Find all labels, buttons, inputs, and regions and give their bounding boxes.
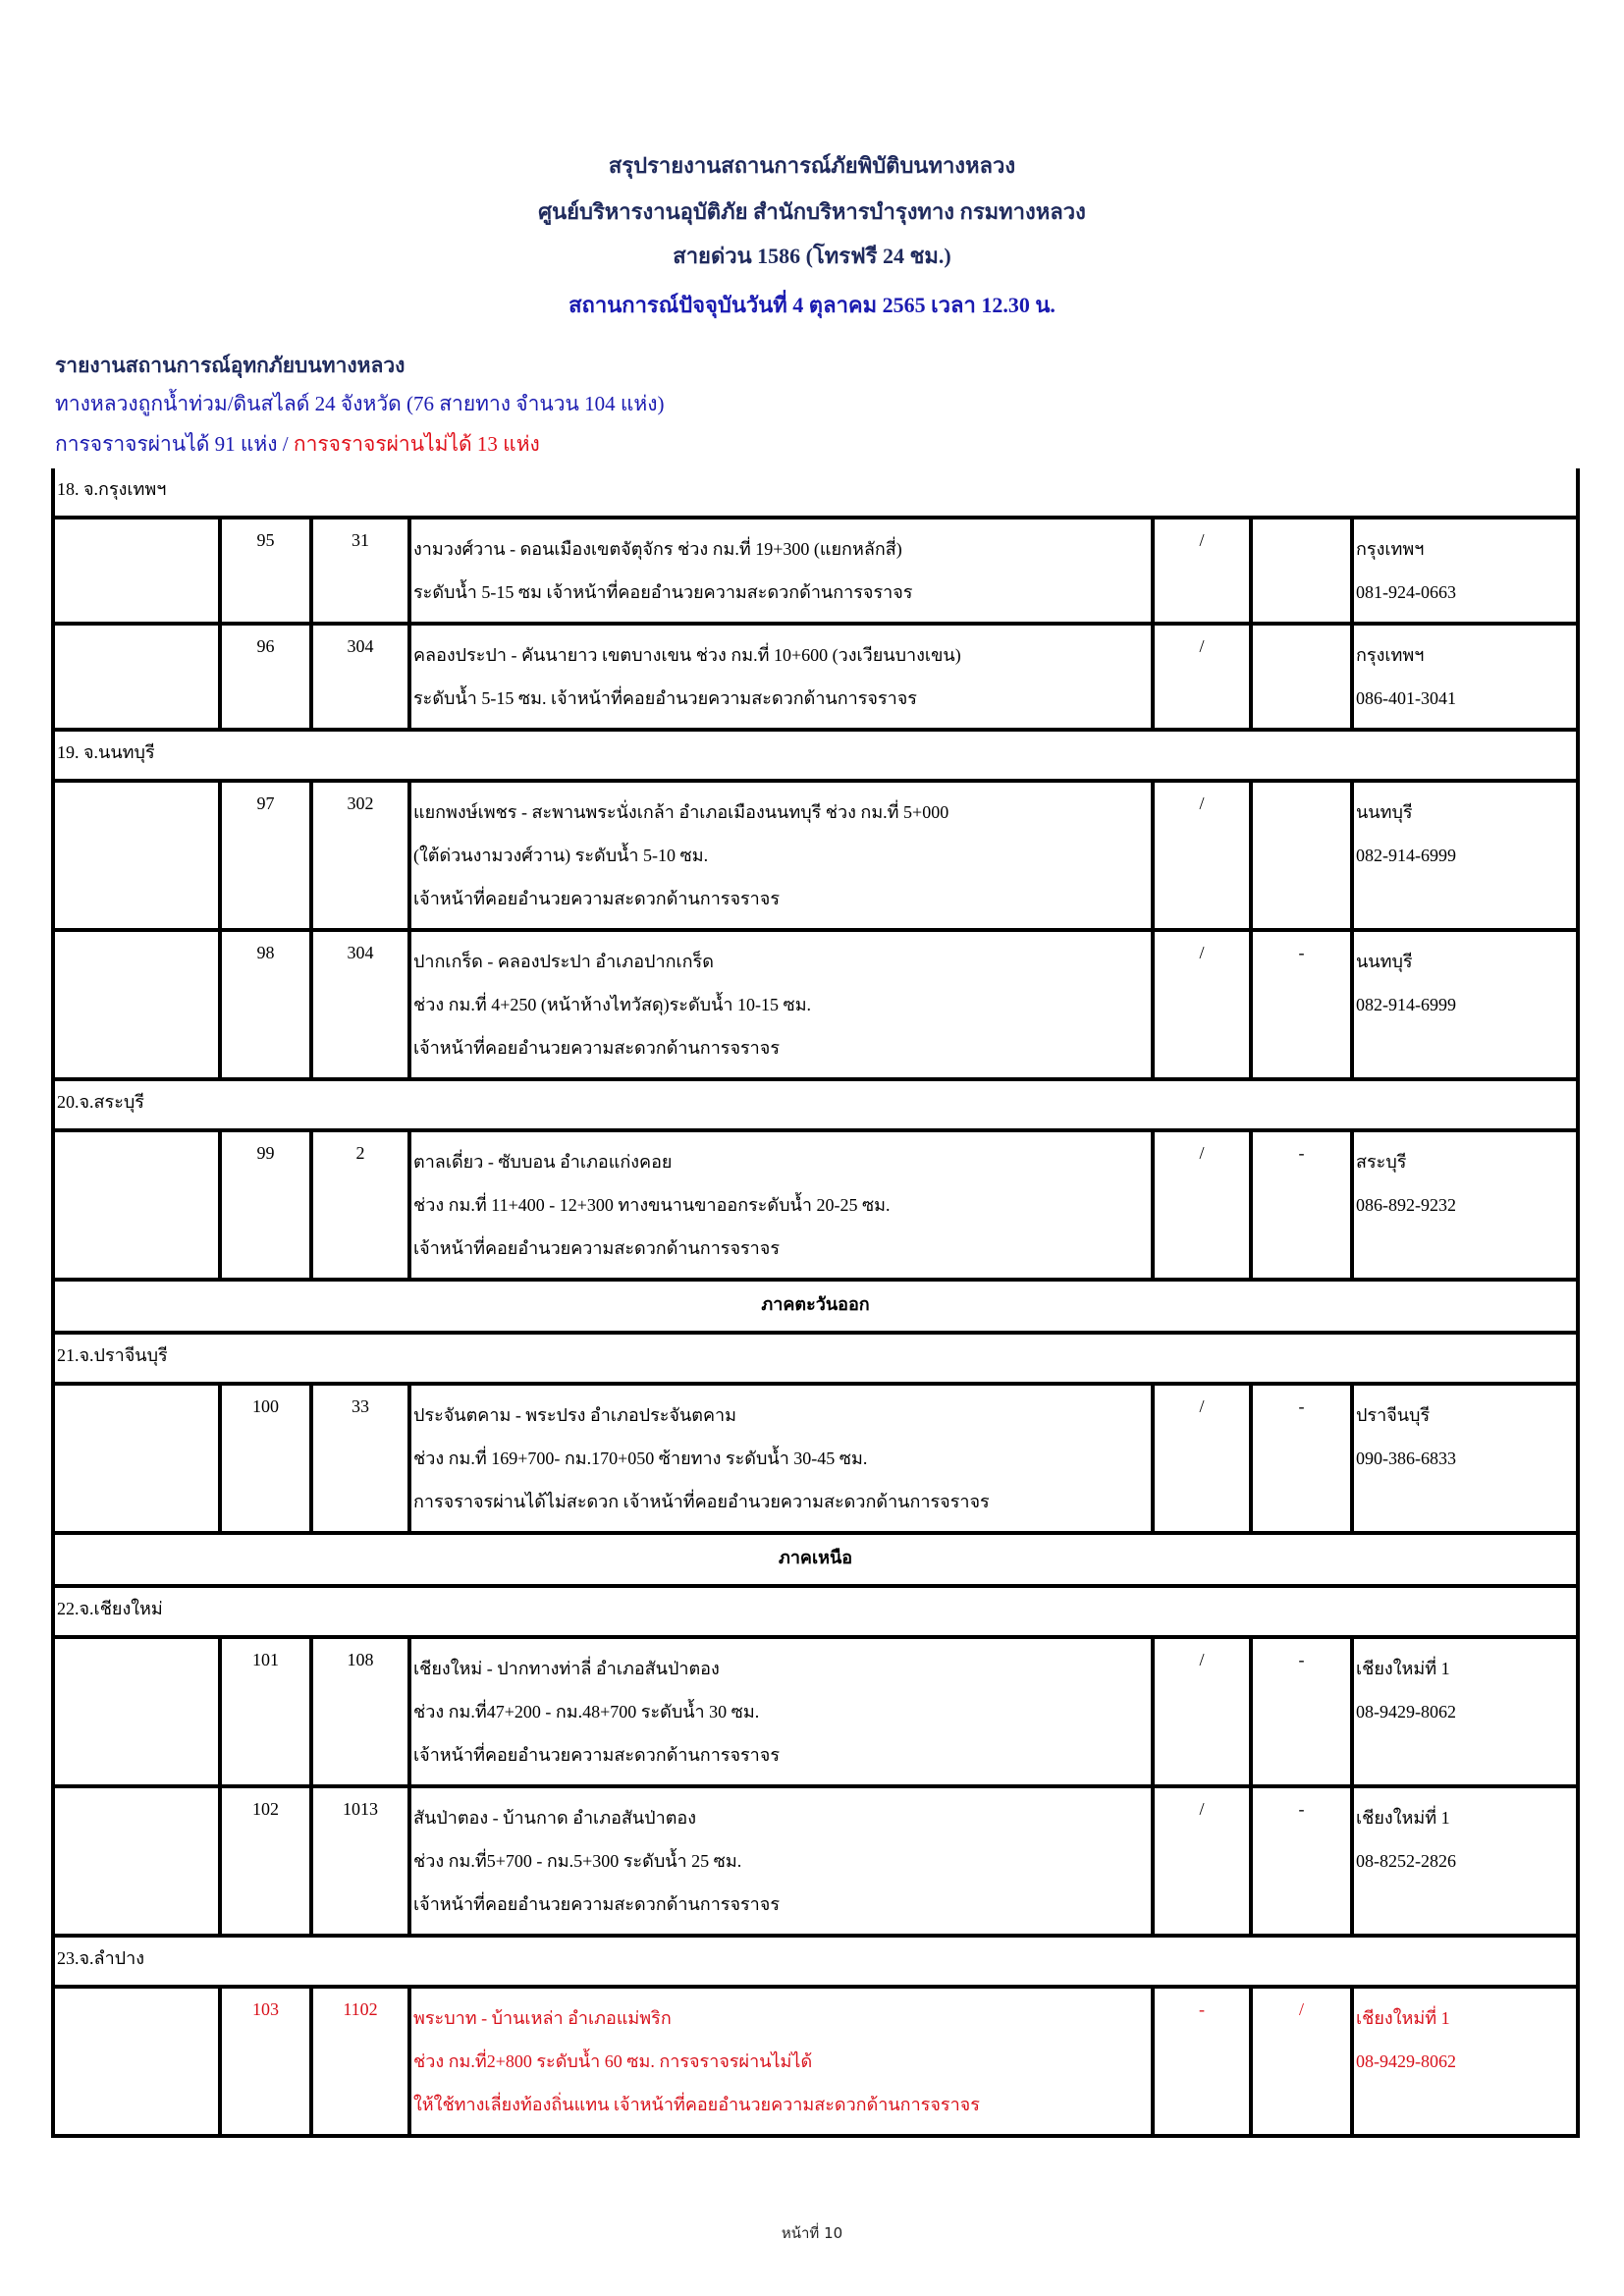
location-description	[409, 781, 1153, 930]
passable-mark-value: /	[1199, 943, 1205, 962]
location-description-line: ช่วง กม.ที่47+200 - กม.48+700 ระดับน้ำ 30 ซม.	[413, 1702, 760, 1722]
location-description-line: ระดับน้ำ 5-15 ซม. เจ้าหน้าที่คอยอำนวยความสะดวกด้านการจราจร	[413, 688, 917, 708]
impassable-mark	[1251, 1637, 1352, 1786]
location-description	[409, 1786, 1153, 1936]
item-number-value: 96	[256, 636, 275, 656]
route-number-value: 304	[347, 943, 374, 962]
location-description-line: เจ้าหน้าที่คอยอำนวยความสะดวกด้านการจราจร	[413, 1038, 781, 1058]
impassable-mark	[1251, 1130, 1352, 1280]
contact-info-line: 08-8252-2826	[1356, 1851, 1456, 1871]
passable-mark	[1153, 930, 1251, 1079]
passable-mark	[1153, 781, 1251, 930]
contact-info-line: สระบุรี	[1356, 1152, 1407, 1172]
item-number-value: 102	[252, 1799, 279, 1819]
province-label: 20.จ.สระบุรี	[53, 1079, 1578, 1130]
empty-cell	[53, 1130, 220, 1280]
traffic-summary	[55, 430, 540, 458]
route-number	[311, 1384, 409, 1533]
contact-info	[1352, 1637, 1578, 1786]
passable-mark-value: /	[1199, 530, 1205, 550]
empty-cell	[53, 1637, 220, 1786]
contact-info-line: นนทบุรี	[1356, 802, 1413, 822]
empty-cell	[53, 1786, 220, 1936]
contact-info	[1352, 1987, 1578, 2136]
location-description	[409, 1384, 1153, 1533]
province-row	[53, 730, 1578, 781]
impassable-mark	[1251, 1384, 1352, 1533]
impassable-mark	[1251, 518, 1352, 624]
passable-mark	[1153, 1384, 1251, 1533]
region-row	[53, 1280, 1578, 1333]
passable-mark-value: /	[1199, 1143, 1205, 1163]
situation-datetime: สถานการณ์ปัจจุบันวันที่ 4 ตุลาคม 2565 เวลา 12.30 น.	[568, 293, 1056, 317]
organization-name: ศูนย์บริหารงานอุบัติภัย สำนักบริหารบำรุงทาง กรมทางหลวง	[538, 199, 1086, 224]
impassable-mark-value	[1253, 793, 1350, 814]
route-number-value: 2	[355, 1143, 365, 1163]
table-row	[53, 781, 1578, 930]
route-number	[311, 1987, 409, 2136]
item-number	[220, 1637, 311, 1786]
flood-summary: ทางหลวงถูกน้ำท่วม/ดินสไลด์ 24 จังหวัด (76 สายทาง จำนวน 104 แห่ง)	[55, 392, 665, 415]
location-description	[409, 1637, 1153, 1786]
page-number: หน้าที่ 10	[781, 2224, 843, 2242]
contact-info	[1352, 1384, 1578, 1533]
table-row	[53, 1130, 1578, 1280]
item-number	[220, 781, 311, 930]
route-number	[311, 781, 409, 930]
item-number	[220, 1384, 311, 1533]
item-number-value: 99	[256, 1143, 275, 1163]
contact-info-line: 086-401-3041	[1356, 688, 1456, 708]
province-label: 18. จ.กรุงเทพฯ	[53, 468, 1578, 518]
contact-info-line: 08-9429-8062	[1356, 2051, 1456, 2071]
location-description-line: คลองประปา - คันนายาว เขตบางเขน ช่วง กม.ที่ 10+600 (วงเวียนบางเขน)	[413, 645, 961, 665]
province-label: 23.จ.ลำปาง	[53, 1936, 1578, 1987]
route-number-value: 1102	[343, 1999, 378, 2019]
contact-info-line: 086-892-9232	[1356, 1195, 1456, 1215]
location-description-line: ประจันตคาม - พระปรง อำเภอประจันตคาม	[413, 1405, 736, 1425]
passable-mark-value: /	[1199, 636, 1205, 656]
province-row	[53, 468, 1578, 518]
location-description	[409, 1130, 1153, 1280]
table-row	[53, 1384, 1578, 1533]
impassable-mark	[1251, 624, 1352, 730]
table-row	[53, 624, 1578, 730]
route-number-value: 302	[347, 793, 374, 813]
location-description-line: แยกพงษ์เพชร - สะพานพระนั่งเกล้า อำเภอเมืองนนทบุรี ช่วง กม.ที่ 5+000	[413, 802, 949, 822]
passable-mark	[1153, 1130, 1251, 1280]
location-description-line: เจ้าหน้าที่คอยอำนวยความสะดวกด้านการจราจร	[413, 1238, 781, 1258]
item-number-value: 101	[252, 1650, 279, 1669]
contact-info-line: 090-386-6833	[1356, 1449, 1456, 1468]
location-description-line: เจ้าหน้าที่คอยอำนวยความสะดวกด้านการจราจร	[413, 1894, 781, 1914]
location-description-line: พระบาท - บ้านเหล่า อำเภอแม่พริก	[413, 2008, 672, 2028]
passable-mark	[1153, 518, 1251, 624]
passable-count: การจราจรผ่านได้ 91 แห่ง /	[55, 432, 294, 456]
impassable-mark-value: -	[1298, 1143, 1305, 1163]
route-number	[311, 518, 409, 624]
location-description	[409, 1987, 1153, 2136]
province-label: 19. จ.นนทบุรี	[53, 730, 1578, 781]
item-number	[220, 1786, 311, 1936]
passable-mark	[1153, 1987, 1251, 2136]
passable-mark-value: /	[1199, 1799, 1205, 1819]
impassable-mark	[1251, 781, 1352, 930]
location-description-line: การจราจรผ่านได้ไม่สะดวก เจ้าหน้าที่คอยอำนวยความสะดวกด้านการจราจร	[413, 1492, 990, 1511]
location-description-line: ตาลเดี่ยว - ซับบอน อำเภอแก่งคอย	[413, 1152, 673, 1172]
contact-info-line: ปราจีนบุรี	[1356, 1405, 1431, 1425]
item-number	[220, 930, 311, 1079]
location-description-line: ช่วง กม.ที่5+700 - กม.5+300 ระดับน้ำ 25 ซม.	[413, 1851, 742, 1871]
impassable-mark	[1251, 930, 1352, 1079]
section-heading: รายงานสถานการณ์อุทกภัยบนทางหลวง	[55, 354, 406, 377]
table-row	[53, 1786, 1578, 1936]
passable-mark-value: /	[1199, 793, 1205, 813]
empty-cell	[53, 518, 220, 624]
route-number-value: 31	[352, 530, 369, 550]
item-number	[220, 1130, 311, 1280]
table-row	[53, 1987, 1578, 2136]
passable-mark	[1153, 1786, 1251, 1936]
route-number-value: 108	[347, 1650, 374, 1669]
route-number-value: 1013	[343, 1799, 378, 1819]
passable-mark	[1153, 1637, 1251, 1786]
contact-info-line: เชียงใหม่ที่ 1	[1356, 2008, 1450, 2028]
hotline: สายด่วน 1586 (โทรฟรี 24 ชม.)	[673, 244, 951, 268]
route-number	[311, 1786, 409, 1936]
contact-info-line: 081-924-0663	[1356, 582, 1456, 602]
item-number	[220, 1987, 311, 2136]
impassable-mark	[1251, 1786, 1352, 1936]
location-description-line: ช่วง กม.ที่ 11+400 - 12+300 ทางขนานขาออกระดับน้ำ 20-25 ซม.	[413, 1195, 891, 1215]
passable-mark-value: -	[1199, 1999, 1205, 2019]
passable-mark-value: /	[1199, 1650, 1205, 1669]
province-row	[53, 1079, 1578, 1130]
contact-info	[1352, 518, 1578, 624]
province-row	[53, 1936, 1578, 1987]
empty-cell	[53, 624, 220, 730]
impassable-mark-value: -	[1298, 1396, 1305, 1416]
table-row	[53, 1637, 1578, 1786]
contact-info-line: กรุงเทพฯ	[1356, 645, 1425, 665]
contact-info-line: นนทบุรี	[1356, 952, 1413, 971]
location-description-line: (ใต้ด่วนงามวงศ์วาน) ระดับน้ำ 5-10 ซม.	[413, 846, 709, 865]
impassable-mark	[1251, 1987, 1352, 2136]
location-description	[409, 624, 1153, 730]
impassable-mark-value: /	[1298, 1999, 1304, 2019]
province-row	[53, 1333, 1578, 1384]
location-description-line: ช่วง กม.ที่ 169+700- กม.170+050 ซ้ายทาง ระดับน้ำ 30-45 ซม.	[413, 1449, 868, 1468]
report-title: สรุปรายงานสถานการณ์ภัยพิบัติบนทางหลวง	[608, 153, 1016, 178]
passable-mark-value: /	[1199, 1396, 1205, 1416]
location-description-line: เจ้าหน้าที่คอยอำนวยความสะดวกด้านการจราจร	[413, 889, 781, 908]
contact-info-line: เชียงใหม่ที่ 1	[1356, 1808, 1450, 1828]
route-number	[311, 1130, 409, 1280]
contact-info	[1352, 930, 1578, 1079]
province-row	[53, 1586, 1578, 1637]
contact-info-line: กรุงเทพฯ	[1356, 539, 1425, 559]
location-description-line: งามวงศ์วาน - ดอนเมืองเขตจัตุจักร ช่วง กม.ที่ 19+300 (แยกหลักสี่)	[413, 539, 902, 559]
impassable-mark-value	[1253, 635, 1350, 657]
route-number	[311, 1637, 409, 1786]
item-number-value: 98	[256, 943, 275, 962]
location-description	[409, 930, 1153, 1079]
location-description-line: ช่วง กม.ที่ 4+250 (หน้าห้างไทวัสดุ)ระดับน้ำ 10-15 ซม.	[413, 995, 812, 1014]
impassable-mark-value: -	[1298, 1799, 1305, 1819]
impassable-count: การจราจรผ่านไม่ได้ 13 แห่ง	[293, 432, 540, 456]
location-description-line: ปากเกร็ด - คลองประปา อำเภอปากเกร็ด	[413, 952, 714, 971]
item-number	[220, 518, 311, 624]
province-label: 22.จ.เชียงใหม่	[53, 1586, 1578, 1637]
passable-mark	[1153, 624, 1251, 730]
impassable-mark-value: -	[1298, 943, 1305, 962]
province-label: 21.จ.ปราจีนบุรี	[53, 1333, 1578, 1384]
contact-info	[1352, 624, 1578, 730]
contact-info-line: เชียงใหม่ที่ 1	[1356, 1659, 1450, 1678]
item-number-value: 103	[252, 1999, 279, 2019]
route-number	[311, 624, 409, 730]
item-number-value: 95	[256, 530, 275, 550]
location-description	[409, 518, 1153, 624]
region-label: ภาคตะวันออก	[53, 1280, 1578, 1333]
route-number-value: 304	[347, 636, 374, 656]
item-number-value: 97	[256, 793, 275, 813]
item-number-value: 100	[252, 1396, 279, 1416]
empty-cell	[53, 1987, 220, 2136]
item-number	[220, 624, 311, 730]
empty-cell	[53, 930, 220, 1079]
empty-cell	[53, 781, 220, 930]
flood-report-table	[51, 468, 1580, 2138]
region-label: ภาคเหนือ	[53, 1533, 1578, 1586]
impassable-mark-value: -	[1298, 1650, 1305, 1669]
location-description-line: สันป่าตอง - บ้านกาด อำเภอสันป่าตอง	[413, 1808, 696, 1828]
location-description-line: เจ้าหน้าที่คอยอำนวยความสะดวกด้านการจราจร	[413, 1745, 781, 1765]
location-description-line: เชียงใหม่ - ปากทางท่าลี่ อำเภอสันป่าตอง	[413, 1659, 720, 1678]
table-row	[53, 518, 1578, 624]
impassable-mark-value	[1253, 529, 1350, 551]
region-row	[53, 1533, 1578, 1586]
contact-info	[1352, 1130, 1578, 1280]
location-description-line: ให้ใช้ทางเลี่ยงท้องถิ่นแทน เจ้าหน้าที่คอยอำนวยความสะดวกด้านการจราจร	[413, 2095, 980, 2114]
contact-info-line: 08-9429-8062	[1356, 1702, 1456, 1722]
location-description-line: ช่วง กม.ที่2+800 ระดับน้ำ 60 ซม. การจราจรผ่านไม่ได้	[413, 2051, 813, 2071]
location-description-line: ระดับน้ำ 5-15 ซม เจ้าหน้าที่คอยอำนวยความสะดวกด้านการจราจร	[413, 582, 913, 602]
route-number	[311, 930, 409, 1079]
contact-info	[1352, 1786, 1578, 1936]
empty-cell	[53, 1384, 220, 1533]
contact-info	[1352, 781, 1578, 930]
contact-info-line: 082-914-6999	[1356, 846, 1456, 865]
route-number-value: 33	[352, 1396, 369, 1416]
table-row	[53, 930, 1578, 1079]
contact-info-line: 082-914-6999	[1356, 995, 1456, 1014]
